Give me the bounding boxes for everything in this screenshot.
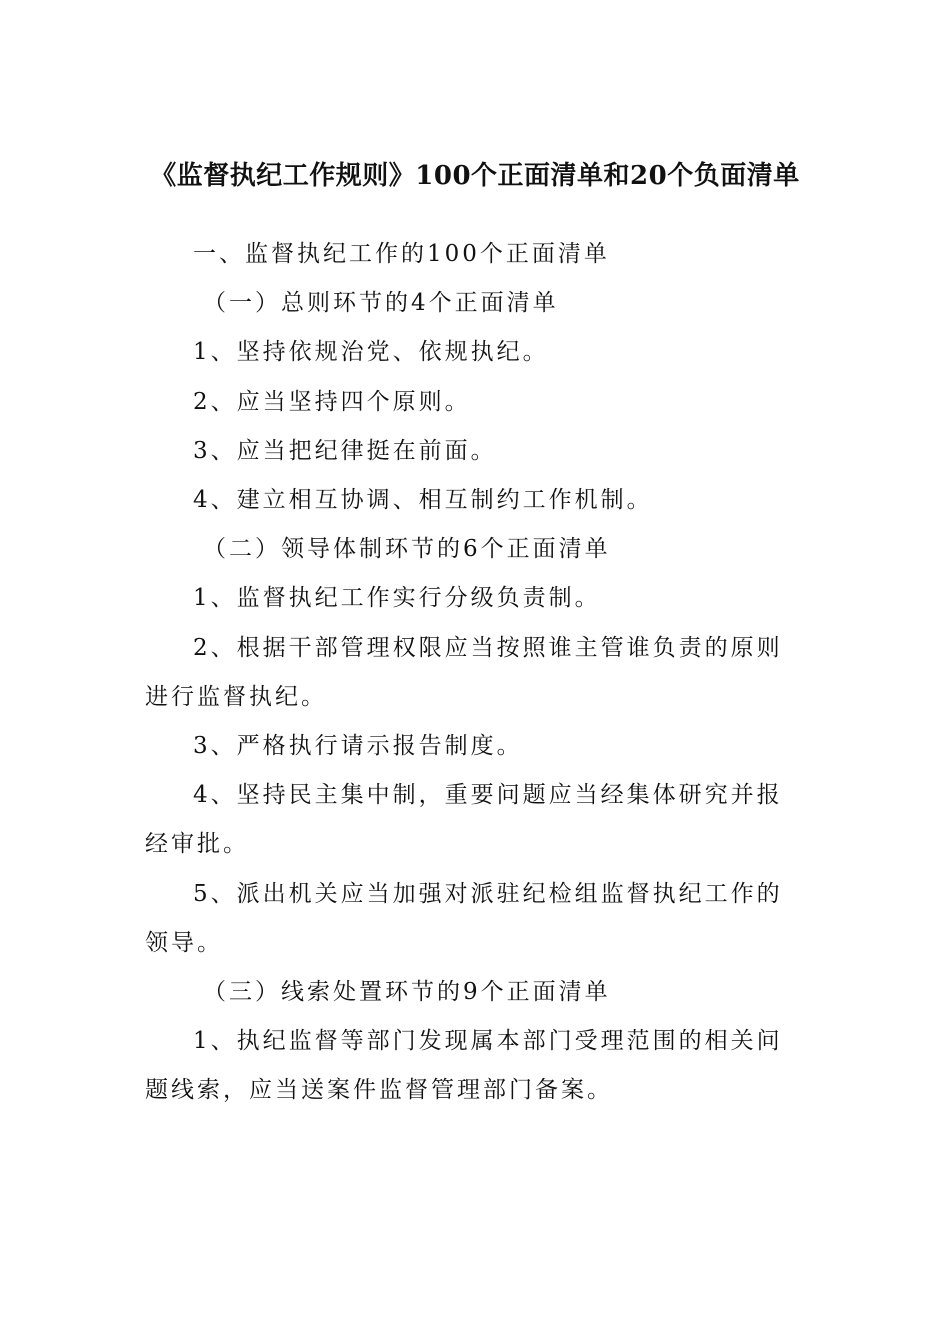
list-item: 1、执纪监督等部门发现属本部门受理范围的相关问题线索，应当送案件监督管理部门备案。 bbox=[145, 1028, 783, 1104]
subsection-heading: （三）线索处置环节的9个正面清单 bbox=[203, 979, 611, 1006]
list-item: 2、根据干部管理权限应当按照谁主管谁负责的原则进行监督执纪。 bbox=[145, 634, 783, 710]
list-item: 4、坚持民主集中制，重要问题应当经集体研究并报经审批。 bbox=[145, 782, 783, 858]
list-item: 3、严格执行请示报告制度。 bbox=[193, 733, 523, 760]
list-item: 2、应当坚持四个原则。 bbox=[193, 388, 471, 415]
list-item: 4、建立相互协调、相互制约工作机制。 bbox=[193, 487, 653, 514]
list-item: 3、应当把纪律挺在前面。 bbox=[193, 437, 497, 464]
list-item: 1、监督执纪工作实行分级负责制。 bbox=[193, 585, 601, 612]
document-title: 《监督执纪工作规则》100个正面清单和20个负面清单 bbox=[150, 161, 800, 191]
subsection-heading: （一）总则环节的4个正面清单 bbox=[203, 290, 559, 317]
document-body bbox=[145, 230, 805, 1116]
section-heading: 一、监督执纪工作的100个正面清单 bbox=[193, 241, 610, 267]
list-item: 1、坚持依规治党、依规执纪。 bbox=[193, 339, 549, 366]
subsection-heading: （二）领导体制环节的6个正面清单 bbox=[203, 536, 611, 563]
list-item: 5、派出机关应当加强对派驻纪检组监督执纪工作的领导。 bbox=[145, 880, 783, 956]
